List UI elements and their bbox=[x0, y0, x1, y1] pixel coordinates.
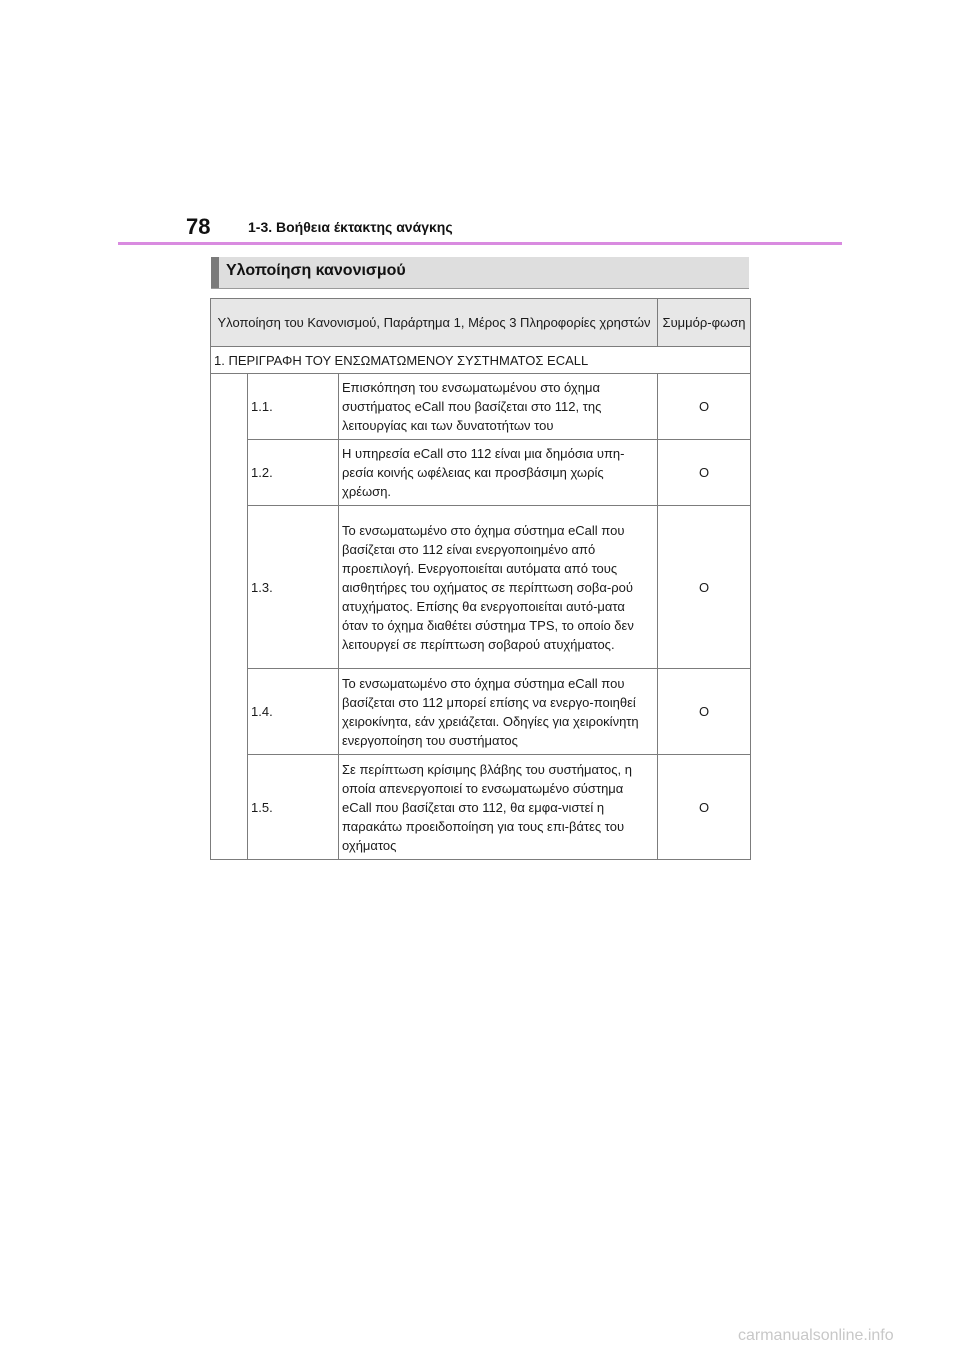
regulation-table bbox=[210, 298, 751, 860]
row-description: Το ενσωματωμένο στο όχημα σύστημα eCall που βασίζεται στο 112 μπορεί επίσης να ενεργο-ποιηθεί χειροκίνητα, εάν χρειάζεται. Οδηγίες για χειροκίνητη ενεργοποίηση του συστήματος bbox=[339, 669, 658, 755]
row-number: 1.5. bbox=[248, 755, 339, 860]
section-title: 1-3. Βοήθεια έκτακτης ανάγκης bbox=[248, 219, 453, 235]
header-divider bbox=[118, 242, 842, 245]
heading-accent bbox=[211, 257, 219, 288]
table-row bbox=[211, 669, 751, 755]
row-description: Το ενσωματωμένο στο όχημα σύστημα eCall που βασίζεται στο 112 είναι ενεργοποιημένο από προεπιλογή. Ενεργοποιείται αυτόματα από τους αισθητήρες του οχήματος σε περίπτωση σοβα-ρού ατυχήματος. Επίσης θα ενεργοποιείται αυτό-ματα όταν το όχημα διαθέτει σύστημα TPS, το οποίο δεν λειτουργεί σε περίπτωση σοβαρού ατυχήματος. bbox=[339, 506, 658, 669]
table-header-left: Υλοποίηση του Κανονισμού, Παράρτημα 1, Μέρος 3 Πληροφορίες χρηστών bbox=[211, 299, 658, 347]
watermark: carmanualsonline.info bbox=[738, 1327, 894, 1344]
row-compliance: O bbox=[658, 506, 751, 669]
row-compliance: O bbox=[658, 440, 751, 506]
table-row bbox=[211, 506, 751, 669]
row-compliance: O bbox=[658, 669, 751, 755]
table-row bbox=[211, 755, 751, 860]
row-description: Επισκόπηση του ενσωματωμένου στο όχημα συστήματος eCall που βασίζεται στο 112, της λειτουργίας και των δυνατοτήτων του bbox=[339, 374, 658, 440]
table-section-label: 1. ΠΕΡΙΓΡΑΦΗ ΤΟΥ ΕΝΣΩΜΑΤΩΜΕΝΟΥ ΣΥΣΤΗΜΑΤΟΣ ECALL bbox=[211, 347, 751, 374]
table-header-row bbox=[211, 299, 751, 347]
row-description: Σε περίπτωση κρίσιμης βλάβης του συστήματος, η οποία απενεργοποιεί το ενσωματωμένο σύστημα eCall που βασίζεται στο 112, θα εμφα-νιστεί η παρακάτω προειδοποίηση για τους επι-βάτες του οχήματος bbox=[339, 755, 658, 860]
table-row bbox=[211, 374, 751, 440]
table-row bbox=[211, 440, 751, 506]
heading-bar bbox=[211, 257, 749, 289]
indent-cell bbox=[211, 374, 248, 860]
heading-title: Υλοποίηση κανονισμού bbox=[226, 262, 406, 279]
page-number: 78 bbox=[186, 214, 211, 239]
row-number: 1.1. bbox=[248, 374, 339, 440]
row-compliance: O bbox=[658, 755, 751, 860]
table-header-right: Συμμόρ-φωση bbox=[658, 299, 751, 347]
row-description: Η υπηρεσία eCall στο 112 είναι μια δημόσια υπη-ρεσία κοινής ωφέλειας και προσβάσιμη χωρίς χρέωση. bbox=[339, 440, 658, 506]
row-number: 1.2. bbox=[248, 440, 339, 506]
table-section-row bbox=[211, 347, 751, 374]
row-number: 1.3. bbox=[248, 506, 339, 669]
row-number: 1.4. bbox=[248, 669, 339, 755]
row-compliance: O bbox=[658, 374, 751, 440]
